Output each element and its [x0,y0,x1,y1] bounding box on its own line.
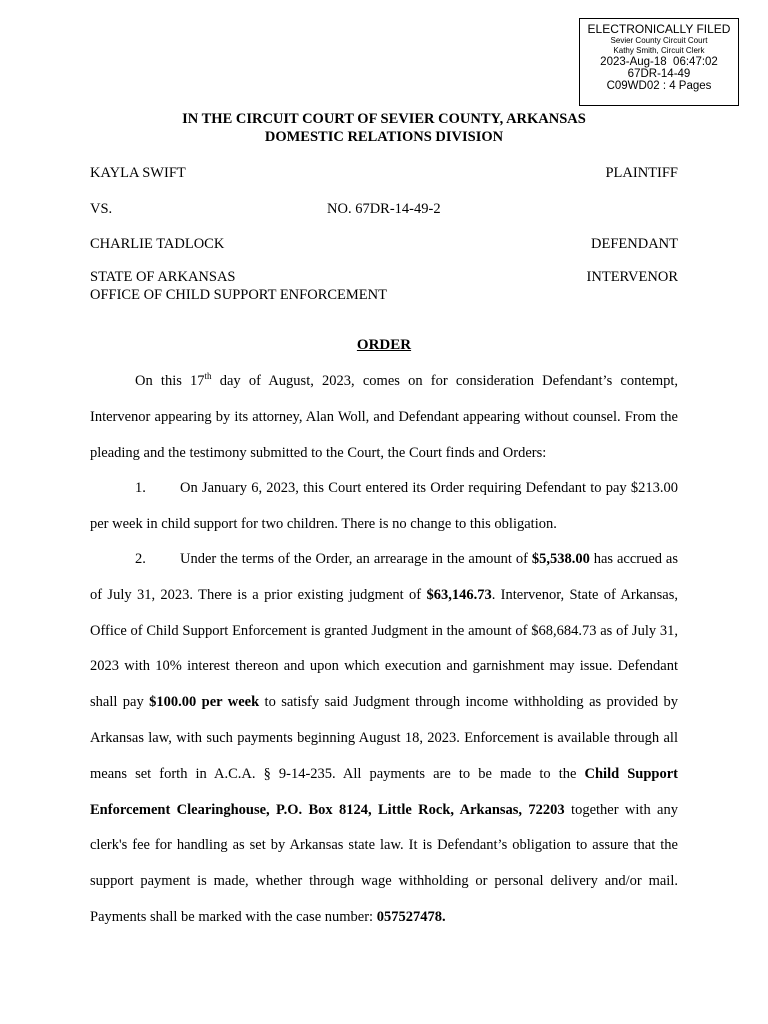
intervenor-name-line1: STATE OF ARKANSAS [90,269,236,285]
stamp-datetime: 2023-Aug-18 06:47:02 [600,55,718,68]
payment-case-number: 057527478. [376,908,446,925]
prior-judgment-amount: $63,146.73 [426,586,492,603]
plaintiff-name: KAYLA SWIFT [90,165,186,181]
stamp-title: ELECTRONICALLY FILED [587,22,731,36]
clearinghouse-address: Child Support Enforcement Clearinghouse, P.O. Box 8124, Little Rock, Arkansas, 72203 [90,765,678,818]
intro-text-a: On this 17 [135,373,205,389]
intro-superscript: th [204,371,212,382]
intro-text-b: day of August, 2023, comes on for consideration Defendant’s contempt, Intervenor appearing by its attorney, Alan Woll, and Defendant appearing without counsel. From the pleading and the testimony submitted to the Court, the Court finds and Orders: [90,373,678,461]
paragraph-2-text-c: . Intervenor, State of Arkansas, Office of Child Support Enforcement is granted Judgment in the amount of $68,684.73 as of July 31, 2023 with 10% interest thereon and upon which execution and garnishment may issue. Defendant shall pay [90,586,678,711]
plaintiff-role: PLAINTIFF [605,165,678,181]
stamp-court: Sevier County Circuit Court [610,35,708,45]
defendant-name: CHARLIE TADLOCK [90,236,225,252]
paragraph-1-number: 1. [135,480,146,496]
case-number: NO. 67DR-14-49-2 [327,201,441,217]
intro-paragraph [90,364,678,471]
weekly-payment: $100.00 per week [149,694,260,711]
versus: VS. [90,201,113,217]
paragraph-2-text-a: Under the terms of the Order, an arrearage in the amount of [180,551,532,567]
intervenor-role: INTERVENOR [586,269,678,285]
paragraph-1 [90,471,678,543]
paragraph-2-number: 2. [135,551,146,567]
division-heading: DOMESTIC RELATIONS DIVISION [264,129,504,145]
electronic-filing-stamp [579,18,739,106]
arrearage-amount: $5,538.00 [531,551,590,567]
paragraph-2-text-d: to satisfy said Judgment through income withholding as provided by Arkansas law, with such payments beginning August 18, 2023. Enforcement is available through all means set forth in A.C.A. § 9-14-235. All payments are to be made to the [90,694,678,782]
order-title: ORDER [356,337,412,353]
paragraph-2-text-e: together with any clerk's fee for handling as set by Arkansas state law. It is Defendant’s obligation to assure that the support payment is made, whether through wage withholding or personal delivery and/or mail. Payments shall be marked with the case number: [90,801,678,925]
paragraph-2-text-b: has accrued as of July 31, 2023. There is a prior existing judgment of [90,551,678,603]
stamp-case: 67DR-14-49 [627,67,691,80]
stamp-pages: C09WD02 : 4 Pages [606,79,712,92]
paragraph-2 [90,542,678,936]
stamp-clerk: Kathy Smith, Circuit Clerk [613,45,705,55]
intervenor-name-line2: OFFICE OF CHILD SUPPORT ENFORCEMENT [90,287,387,303]
paragraph-1-text: On January 6, 2023, this Court entered its Order requiring Defendant to pay $213.00 per week in child support for two children. There is no change to this obligation. [90,480,678,532]
court-heading: IN THE CIRCUIT COURT OF SEVIER COUNTY, ARKANSAS [182,111,586,127]
defendant-role: DEFENDANT [591,236,678,252]
